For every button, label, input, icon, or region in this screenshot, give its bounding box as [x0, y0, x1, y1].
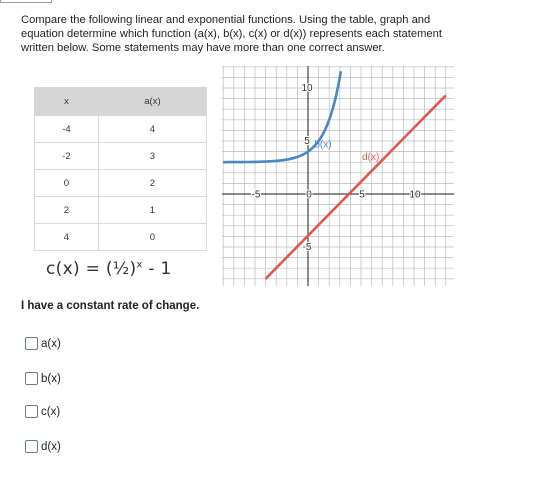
- table-cell: 4: [98, 116, 206, 143]
- formula-tail: - 1: [142, 259, 172, 279]
- line-dx: [266, 95, 446, 278]
- label-dx: d(x): [362, 152, 380, 164]
- table-cell: 2: [35, 197, 99, 224]
- formula-exponent: x: [136, 259, 143, 271]
- option-label: b(x): [41, 372, 61, 385]
- table-header-ax: a(x): [98, 88, 206, 116]
- instructions-text: Compare the following linear and exponential functions. Using the table, graph and equation determine which function (a(x), b(x), c(x) or d(x)) represents each statement written below. Some statements may have more than one correct answer.: [21, 14, 442, 54]
- label-bx: b(x): [314, 139, 332, 151]
- top-tab-outline: [0, 0, 52, 3]
- graph-axes: [222, 66, 454, 286]
- x-tick-label: 0: [306, 189, 312, 201]
- table-cell: 0: [35, 170, 99, 197]
- table-cell: 0: [98, 224, 206, 251]
- option-checkbox[interactable]: [25, 337, 38, 350]
- y-tick-label: 10: [301, 83, 313, 94]
- option-dx[interactable]: [25, 440, 61, 453]
- y-tick-label: 5: [304, 136, 310, 147]
- question-text: I have a constant rate of change.: [21, 300, 200, 312]
- option-ax[interactable]: [25, 337, 61, 350]
- x-tick-label: 10: [409, 189, 421, 201]
- table-row: [35, 197, 207, 224]
- table-row: [35, 224, 207, 251]
- option-label: a(x): [41, 337, 61, 350]
- table-row: [35, 116, 207, 143]
- option-label: c(x): [41, 405, 61, 418]
- x-tick-label: -5: [251, 189, 261, 201]
- option-checkbox[interactable]: [25, 440, 38, 453]
- option-checkbox[interactable]: [25, 405, 38, 418]
- formula-main: c(x) = (½): [46, 259, 137, 279]
- option-checkbox[interactable]: [25, 372, 38, 385]
- table-row: [35, 170, 207, 197]
- table-header-x: x: [35, 88, 99, 116]
- option-cx[interactable]: [25, 405, 60, 418]
- graph-grid: [222, 66, 454, 286]
- y-tick-label: -5: [302, 242, 312, 253]
- x-tick-label: 5: [359, 189, 365, 201]
- graph-tick-labels: [252, 83, 421, 253]
- table-cell: 1: [98, 197, 206, 224]
- table-cell: 3: [98, 143, 206, 170]
- table-cell: -2: [35, 143, 99, 170]
- table-row: [35, 143, 207, 170]
- function-graph: [222, 66, 454, 286]
- option-bx[interactable]: [25, 372, 61, 385]
- function-table: [34, 87, 207, 251]
- formula-cx: [46, 259, 172, 279]
- table-cell: -4: [35, 116, 99, 143]
- option-label: d(x): [41, 440, 61, 453]
- table-cell: 4: [35, 224, 99, 251]
- table-cell: 2: [98, 170, 206, 197]
